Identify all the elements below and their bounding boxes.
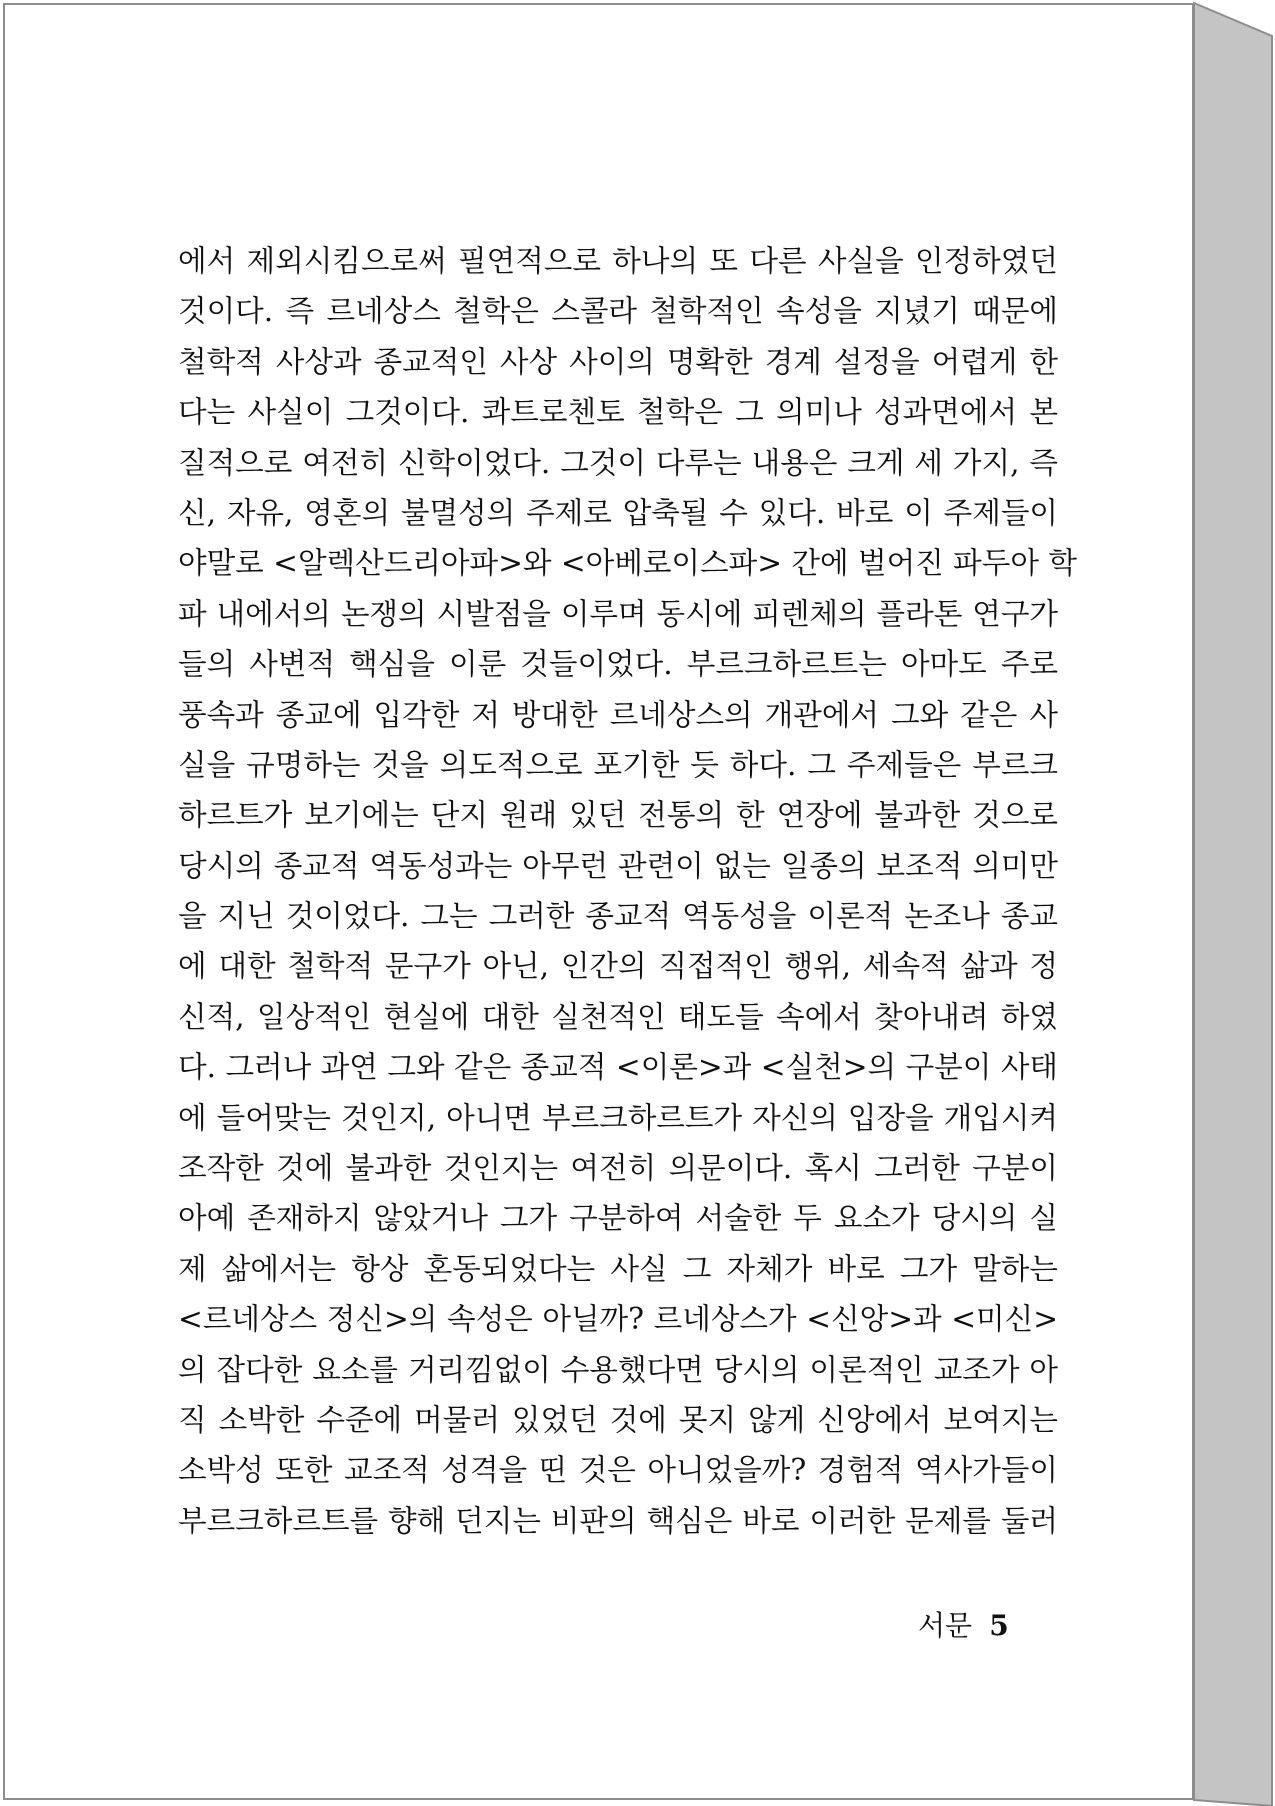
page-number: 5	[989, 1609, 1009, 1642]
text-line: 의 잡다한 요소를 거리낌없이 수용했다면 당시의 이론적인 교조가 아	[178, 1352, 1058, 1387]
section-label: 서문	[918, 1609, 973, 1642]
text-line: 직 소박한 수준에 머물러 있었던 것에 못지 않게 신앙에서 보여지는	[178, 1402, 1058, 1437]
text-line: 다는 사실이 그것이다. 콰트로첸토 철학은 그 의미나 성과면에서 본	[178, 395, 1058, 430]
page-footer	[918, 1604, 1009, 1644]
text-line: 파 내에서의 논쟁의 시발점을 이루며 동시에 피렌체의 플라톤 연구가	[178, 596, 1058, 631]
text-line: 하르트가 보기에는 단지 원래 있던 전통의 한 연장에 불과한 것으로	[178, 798, 1058, 833]
text-line: 들의 사변적 핵심을 이룬 것들이었다. 부르크하르트는 아마도 주로	[178, 647, 1058, 682]
text-line: 제 삶에서는 항상 혼동되었다는 사실 그 자체가 바로 그가 말하는	[178, 1251, 1058, 1286]
text-line: 부르크하르트를 향해 던지는 비판의 핵심은 바로 이러한 문제를 둘러	[178, 1503, 1058, 1538]
text-line: 조작한 것에 불과한 것인지는 여전히 의문이다. 혹시 그러한 구분이	[178, 1151, 1058, 1186]
text-line: 것이다. 즉 르네상스 철학은 스콜라 철학적인 속성을 지녔기 때문에	[178, 294, 1058, 329]
text-line: 에서 제외시킴으로써 필연적으로 하나의 또 다른 사실을 인정하였던	[178, 244, 1058, 278]
text-line: 풍속과 종교에 입각한 저 방대한 르네상스의 개관에서 그와 같은 사	[178, 697, 1058, 732]
text-line: 에 들어맞는 것인지, 아니면 부르크하르트가 자신의 입장을 개입시켜	[178, 1100, 1058, 1135]
text-line: 에 대한 철학적 문구가 아닌, 인간의 직접적인 행위, 세속적 삶과 정	[178, 949, 1058, 984]
text-line: 소박성 또한 교조적 성격을 띤 것은 아니었을까? 경험적 역사가들이	[178, 1453, 1058, 1488]
text-line: 실을 규명하는 것을 의도적으로 포기한 듯 하다. 그 주제들은 부르크	[178, 747, 1058, 782]
text-line: <르네상스 정신>의 속성은 아닐까? 르네상스가 <신앙>과 <미신>	[178, 1302, 1058, 1337]
text-line: 야말로 <알렉산드리아파>와 <아베로이스파> 간에 벌어진 파두아 학	[178, 546, 1077, 581]
text-line: 질적으로 여전히 신학이었다. 그것이 다루는 내용은 크게 세 가지, 즉	[178, 445, 1058, 480]
body-text	[178, 236, 1077, 1546]
book-side-edge	[1194, 3, 1272, 1806]
text-line: 을 지닌 것이었다. 그는 그러한 종교적 역동성을 이론적 논조나 종교	[178, 899, 1058, 934]
text-line: 신적, 일상적인 현실에 대한 실천적인 태도들 속에서 찾아내려 하였	[178, 999, 1058, 1034]
text-line: 당시의 종교적 역동성과는 아무런 관련이 없는 일종의 보조적 의미만	[178, 848, 1058, 883]
text-line: 아예 존재하지 않았거나 그가 구분하여 서술한 두 요소가 당시의 실	[178, 1201, 1058, 1236]
text-line: 철학적 사상과 종교적인 사상 사이의 명확한 경계 설정을 어렵게 한	[178, 344, 1058, 379]
text-line: 신, 자유, 영혼의 불멸성의 주제로 압축될 수 있다. 바로 이 주제들이	[178, 495, 1058, 530]
text-line: 다. 그러나 과연 그와 같은 종교적 <이론>과 <실천>의 구분이 사태	[178, 1050, 1058, 1085]
